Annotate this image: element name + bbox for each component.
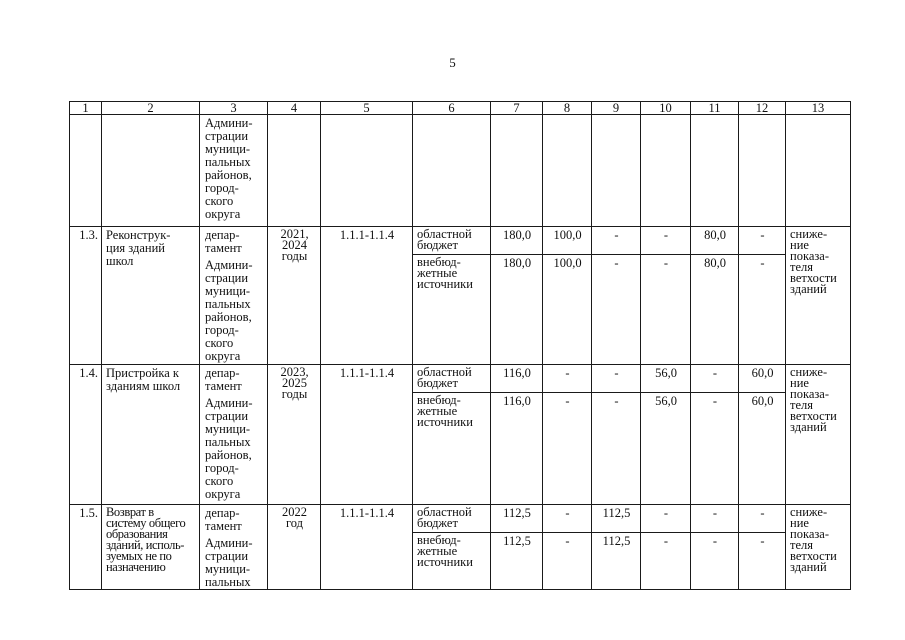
value-cell: - <box>691 533 739 590</box>
value-cell: 100,0 <box>543 255 592 365</box>
value-cell: 116,0 <box>491 365 543 393</box>
table-row <box>70 227 851 255</box>
value-cell: - <box>592 227 641 255</box>
funding-source: внебюд- жетные источники <box>413 393 491 505</box>
measure-name: Возврат в систему общего образования зданий, исполь- зуемых не по назначению <box>102 505 200 590</box>
column-number: 5 <box>321 102 413 115</box>
value-cell: 116,0 <box>491 393 543 505</box>
table-row <box>70 365 851 393</box>
column-number: 7 <box>491 102 543 115</box>
years-cell: 2023, 2025 годы <box>268 365 321 505</box>
funding-source: внебюд- жетные источники <box>413 533 491 590</box>
column-number: 3 <box>200 102 268 115</box>
value-cell: - <box>739 255 786 365</box>
column-number: 11 <box>691 102 739 115</box>
value-cell: 112,5 <box>592 533 641 590</box>
value-cell: 60,0 <box>739 393 786 505</box>
column-number: 9 <box>592 102 641 115</box>
value-cell: - <box>641 533 691 590</box>
executor-cell: Админи- страции муници- пальных районов, город- ского округа <box>200 115 268 227</box>
value-cell: - <box>691 365 739 393</box>
column-number: 13 <box>786 102 851 115</box>
column-number-row <box>70 102 851 115</box>
expected-result: сниже- ние показа- теля ветхости зданий <box>786 505 851 590</box>
column-number: 8 <box>543 102 592 115</box>
measures-ref: 1.1.1-1.1.4 <box>321 365 413 505</box>
value-cell: 112,5 <box>491 505 543 533</box>
funding-source: областной бюджет <box>413 227 491 255</box>
executor-department: депар- тамент <box>205 366 242 393</box>
years-cell: 2021, 2024 годы <box>268 227 321 365</box>
column-number: 4 <box>268 102 321 115</box>
years-cell: 2022 год <box>268 505 321 590</box>
column-number: 2 <box>102 102 200 115</box>
program-measures-table <box>69 101 851 590</box>
value-cell: - <box>543 393 592 505</box>
value-cell: - <box>739 505 786 533</box>
value-cell: - <box>592 255 641 365</box>
value-cell: 56,0 <box>641 393 691 505</box>
measures-ref: 1.1.1-1.1.4 <box>321 505 413 590</box>
value-cell: 80,0 <box>691 255 739 365</box>
column-number: 1 <box>70 102 102 115</box>
funding-source: областной бюджет <box>413 365 491 393</box>
value-cell: - <box>691 393 739 505</box>
value-cell: - <box>641 505 691 533</box>
value-cell: - <box>543 505 592 533</box>
measure-name: Пристройка к зданиям школ <box>102 365 200 505</box>
executor-department: депар- тамент <box>205 228 242 255</box>
value-cell: - <box>641 255 691 365</box>
value-cell: 112,5 <box>491 533 543 590</box>
executor-cell <box>200 227 268 365</box>
value-cell: - <box>592 365 641 393</box>
executor-cell <box>200 365 268 505</box>
executor-department: депар- тамент <box>205 506 242 533</box>
expected-result: сниже- ние показа- теля ветхости зданий <box>786 227 851 365</box>
measures-ref: 1.1.1-1.1.4 <box>321 227 413 365</box>
column-number: 12 <box>739 102 786 115</box>
value-cell: 56,0 <box>641 365 691 393</box>
row-number: 1.3. <box>70 227 102 365</box>
value-cell: 80,0 <box>691 227 739 255</box>
value-cell: - <box>592 393 641 505</box>
value-cell: 100,0 <box>543 227 592 255</box>
value-cell: - <box>543 533 592 590</box>
value-cell: - <box>641 227 691 255</box>
value-cell: - <box>691 505 739 533</box>
value-cell: - <box>739 227 786 255</box>
row-number: 1.5. <box>70 505 102 590</box>
executor-administrations: Админи- страции муници- пальных районов, город- ского округа <box>205 258 253 363</box>
table-row-continuation <box>70 115 851 227</box>
funding-source: областной бюджет <box>413 505 491 533</box>
value-cell: - <box>543 365 592 393</box>
executor-cell <box>200 505 268 590</box>
value-cell: 60,0 <box>739 365 786 393</box>
expected-result: сниже- ние показа- теля ветхости зданий <box>786 365 851 505</box>
column-number: 10 <box>641 102 691 115</box>
executor-administrations: Админи- страции муници- пальных <box>205 536 253 589</box>
executor-administrations: Админи- страции муници- пальных районов, город- ского округа <box>205 396 253 501</box>
value-cell: 112,5 <box>592 505 641 533</box>
funding-source: внебюд- жетные источники <box>413 255 491 365</box>
measure-name: Реконструк- ция зданий школ <box>102 227 200 365</box>
column-number: 6 <box>413 102 491 115</box>
table-row <box>70 505 851 533</box>
page-number: 5 <box>449 55 456 70</box>
value-cell: 180,0 <box>491 227 543 255</box>
row-number: 1.4. <box>70 365 102 505</box>
value-cell: 180,0 <box>491 255 543 365</box>
value-cell: - <box>739 533 786 590</box>
